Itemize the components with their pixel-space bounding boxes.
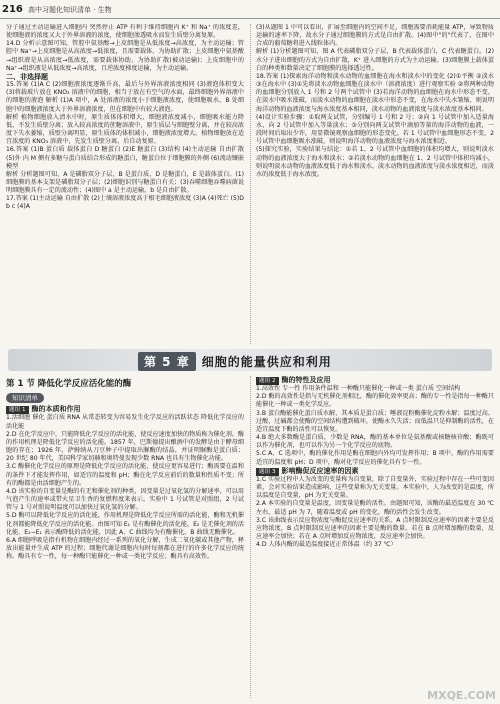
topic-tag: 题组 2 bbox=[256, 377, 279, 385]
answer-column-bottom-right bbox=[256, 376, 494, 700]
answer-column-bottom-left bbox=[6, 376, 244, 700]
paragraph: 4.D 该实验的自变量是酶的有无和催化剂的种类，因变量是过氧化氢的分解速率，可以用气泡产生的速率或带火星卫生香的复燃程度来表示。实验中 1 号试管是对照组，2 号试管与 1 号对照说明温度可以加快过氧化氢的分解。 bbox=[6, 487, 244, 512]
paragraph: 分子通过主动运输进入细胞内 突然停止 ATP 有利于维持细胞内 K⁺ 和 Na⁺ 的浓度差，使细胞液的浓度又大于外界溶液的浓度，使细胞渗透吸水而发生质壁分离复原。 bbox=[6, 24, 244, 40]
topic-tag: 题组 1 bbox=[6, 406, 29, 414]
paragraph: (4)设计实验步骤：①取两支试管，分别编号 1 号和 2 号；②向 1 号试管中加入适量海水，向 2 号试管中加入等量淡水；③分别向两支试管中滴加等量的海洋动物的血液，一段时间后取出少许，用显微镜观察血细胞的形态变化。若 1 号试管中血细胞形态不变，2 号试管中血细胞吸水涨破，则说明海洋动物的血液浓度与海水浓度相近。 bbox=[256, 113, 494, 146]
paragraph: 1.高效性 专一性 作用条件温和 一种酶只能催化一种或一类 蛋白质 空间结构 bbox=[256, 385, 461, 393]
paragraph: 2.D 在化学反应中，只能降低化学反应的活化能，使反应速度加快的物质称为催化剂。酶的作用机理是降低化学反应的活化能。1857 年，巴斯德提出酿酒中的发酵是由于酵母细胞的存在；1926 年，萨姆纳从刀豆种子中提取出脲酶的结晶，并证明脲酶是蛋白质；20 世纪 80 年代，美国科学家切赫和奥特曼发现少数 RNA 也具有生物催化功能。 bbox=[6, 430, 244, 463]
paragraph: 15.答案 (1)A C (2)细胞液浓度逐渐升高，最后与外界溶液浓度相同 (3)液泡体积变大 (3)将载玻片放在 KNO₃ 溶液中的细胞，相当于放在有空气的水面，最终细胞外界溶液中的细胞的液泡 解析 (1)A 项中，A 处溶液的浓度小于细胞液浓度，使细胞吸水，B 处细胞中的细胞液浓度大于外界溶液浓度，但在细胞中有较大液泡。 bbox=[6, 81, 244, 113]
paragraph: 3.C 酶催化化学反应的原理是降低化学反应的活化能，使反应更容易进行；酶需要在温和的条件下才能发挥作用，如适宜的温度和 pH；酶在化学反应前后的数量和性质不变；所有的酶都是由活细胞产生的。 bbox=[6, 463, 244, 487]
topic-title: 影响酶促反应速率的因素 bbox=[281, 466, 359, 475]
topic-tag: 题组 3 bbox=[256, 468, 279, 476]
book-title: 高中习题化知识清单 · 生物 bbox=[28, 6, 112, 14]
chapter-banner bbox=[8, 349, 492, 371]
paragraph: 17.答案 (1)主动运输 自由扩散 (2)土壤溶液浓度高于根毛细胞液浓度 (3)A (4)死亡 (5)D b c (4)A bbox=[6, 195, 244, 211]
section-heading: 二、非选择题 bbox=[6, 72, 48, 81]
paragraph: 3.C 该曲线表示反应物浓度与酶促反应速率的关系，A 点时限制反应速率的因素主要是反应物浓度，B 点时限制反应速率的因素主要是酶的数量。若在 B 点时增加酶的数量，反应速率会加快；若在 A 点时增加反应物浓度，反应速率会加快。 bbox=[256, 516, 494, 540]
knowledge-list-label: 知识清单 bbox=[6, 393, 44, 403]
paragraph: 解析 植物细胞放入清水中时，原生质体体积增大，细胞液浓度减小，细胞吸水能力降低，不发生质壁分离；放入较高浓度的蔗糖溶液中，原生质层与细胞壁分离，并在较高浓度下失水萎缩，质壁分离明显，原生质体的体积减小，细胞液浓度增大。植物细胞放在适宜浓度的 KNO₃ 溶液中，先发生质壁分离，后自动复原。 bbox=[6, 113, 244, 146]
topic-title: 酶的特性及应用 bbox=[281, 376, 331, 384]
column-divider bbox=[250, 376, 251, 698]
chapter-title bbox=[138, 352, 332, 371]
paragraph: 3.B 蛋白酶能催化蛋白质水解，其本质是蛋白质；唾液淀粉酶催化淀粉水解；温度过高、过酸、过碱都会使酶的空间结构遭到破坏，使酶永久失活；而低温只是抑制酶的活性，在适宜温度下酶的活性可以恢复。 bbox=[256, 409, 494, 433]
paragraph: 6.A 细胞呼吸是指有机物在细胞内经过一系列的氧化分解，生成二氧化碳或其他产物，释放出能量并生成 ATP 的过程；细胞代谢是细胞内每时每刻都在进行的许多化学反应的统称。酶具有专一性，每一种酶只能催化一种或一类化学反应；酶具有高效性。 bbox=[6, 536, 244, 561]
paragraph: 4.B 绝大多数酶是蛋白质，少数是 RNA，酶的基本单位是氨基酸或核糖核苷酸；酶既可以作为催化剂，也可以作为另一个化学反应的底物。 bbox=[256, 434, 494, 450]
paragraph: 解析 分析题图可知，A 是磷脂双分子层，B 是蛋白质，D 是糖蛋白，E 是载体蛋白。(1)细胞膜的基本支架是磷脂双分子层；(2)细胞识别与糖蛋白有关；(3)吞噬细胞吞噬病菌说明细胞膜具有一定的流动性；(4)图中 a 是主动运输，b 是自由扩散。 bbox=[6, 170, 244, 195]
paragraph: 14.D 分析示意图可知，管腔中氨基酸→上皮细胞是从低浓度→高浓度，为主动运输；管腔中 Na⁺→上皮细胞是从高浓度→低浓度，且需要载体，为协助扩散；上皮细胞中氨基酸→组织液是从高浓度→低浓度，需要载体协助，为协助扩散(被动运输)；上皮细胞中的 Na⁺→组织液是从低浓度→高浓度，且逆浓度梯度运输，为主动运输。 bbox=[6, 40, 244, 72]
paragraph: (3)从题图 1 中可以看出，扩展至细胞内的空间不足，细胞需要消耗能量 ATP，导致物质运输的速率下降，故水分子通过细胞膜的方式是自由扩散。(4)图中"的"代表了，在图中合成的葡萄糖将进入线粒体内。 bbox=[256, 24, 494, 48]
paragraph: 5.C A、C 选项中，酶的催化作用是酶在细胞内外均可发挥作用；B 项中，酶的作用需要适宜的温度和 pH；D 项中，酶对化学反应的催化具有专一性。 bbox=[256, 450, 494, 466]
chapter-name: 细胞的能量供应和利用 bbox=[201, 355, 332, 369]
paragraph: (5)探究实验，实验结果与结论：①若 1、2 号试管中血细胞的体积均增大，则说明淡水动物的血液浓度大于海水和淡水；②若淡水动物的血细胞在 1、2 号试管中体积均减小，则说明淡水动物的血液浓度低于海水和淡水，淡水动物的血液浓度与淡水浓度相近，而淡水的浓度低于海水浓度。 bbox=[256, 146, 494, 178]
answer-column-top-right bbox=[256, 24, 494, 346]
answer-column-top-left bbox=[6, 24, 244, 346]
section-title: 第 1 节 降低化学反应活化能的酶 bbox=[6, 379, 132, 389]
column-divider bbox=[250, 24, 251, 344]
paragraph: 16.答案 (1)B 蛋白质 载体蛋白 D 糖蛋白 (2)E 糖蛋白 (3)结构 (4)主动运输 自由扩散 (5)外 内 M 侧有多糖与蛋白质结合形成的糖蛋白，糖蛋白位于细胞膜的外侧 (6)流动镶嵌模型 bbox=[6, 146, 244, 170]
page-header bbox=[0, 4, 500, 19]
page-number: 216 bbox=[2, 4, 23, 15]
paragraph: 1.活细胞 催化 蛋白质 RNA 从常态转变为容易发生化学反应的活跃状态 降低化学反应的活化能 bbox=[6, 414, 244, 430]
paragraph: 4.D 人体内酶的最适温度接近正常体温（约 37 ℃） bbox=[256, 541, 397, 549]
paragraph: 2.A 本实验的自变量是温度，因变量是酶的活性。由题图可知，该酶的最适温度在 30 ℃左右，最适 pH 为 7，随着温度或 pH 的变化，酶的活性会发生改变。 bbox=[256, 500, 494, 516]
paragraph: 1.C 实验过程中人为改变的变量称为自变量，除了自变量外，实验过程中存在一些可变因素，会对实验结果造成影响，这些变量称为无关变量。本实验中，人为改变的是温度，所以温度是自变量，pH 为无关变量。 bbox=[256, 475, 494, 500]
paragraph: 5.D 酶可以降低化学反应的活化能，作用机理是降低化学反应所需的活化能，酶和无机催化剂都能降低化学反应的活化能。由图可知 E₁ 是有酶催化的活化能，E₂ 是无催化剂的活化能，E₂−E₁ 表示酶降低的活化能，因此 A、C 曲线均为有酶催化，B 曲线无酶催化。 bbox=[6, 512, 244, 536]
paragraph: 解析 (1)分析题图可知，图 A 代表磷脂双分子层，B 代表载体蛋白，C 代表糖蛋白。(2)水分子进出细胞的方式为自由扩散，K⁺ 进入细胞的方式为主动运输。(3)细胞膜上载体蛋白的种类和数量决定了细胞膜的选择透过性。 bbox=[256, 48, 494, 72]
chapter-number-badge: 第 5 章 bbox=[138, 352, 196, 371]
site-watermark: MXQE.COM bbox=[427, 689, 496, 702]
paragraph: 18.答案 (1)探索海洋动物和淡水动物的血细胞在海水和淡水中的变化 (2)①平衡 ②淡水 ③在海水中 (3)①先将淡水动物血细胞在淡水中（溶液浓度）进行观察实验 ②将两种动物的血细胞分别放入 1 号和 2 号两个试管中 (3)若海洋动物的血细胞在海水中形态不变，在淡水中吸水涨破，而淡水动物的血细胞在淡水中形态不变，在海水中失水皱缩，则说明海洋动物的血液浓度与海水浓度基本相同，淡水动物的血液浓度与淡水浓度基本相同。 bbox=[256, 72, 494, 113]
paragraph: 2.D 酶的高效性是指与无机催化剂相比，酶的催化效率更高；酶的专一性是指每一种酶只能催化一种或一类化学反应。 bbox=[256, 393, 494, 409]
topic-title: 酶的本质和作用 bbox=[31, 405, 81, 414]
